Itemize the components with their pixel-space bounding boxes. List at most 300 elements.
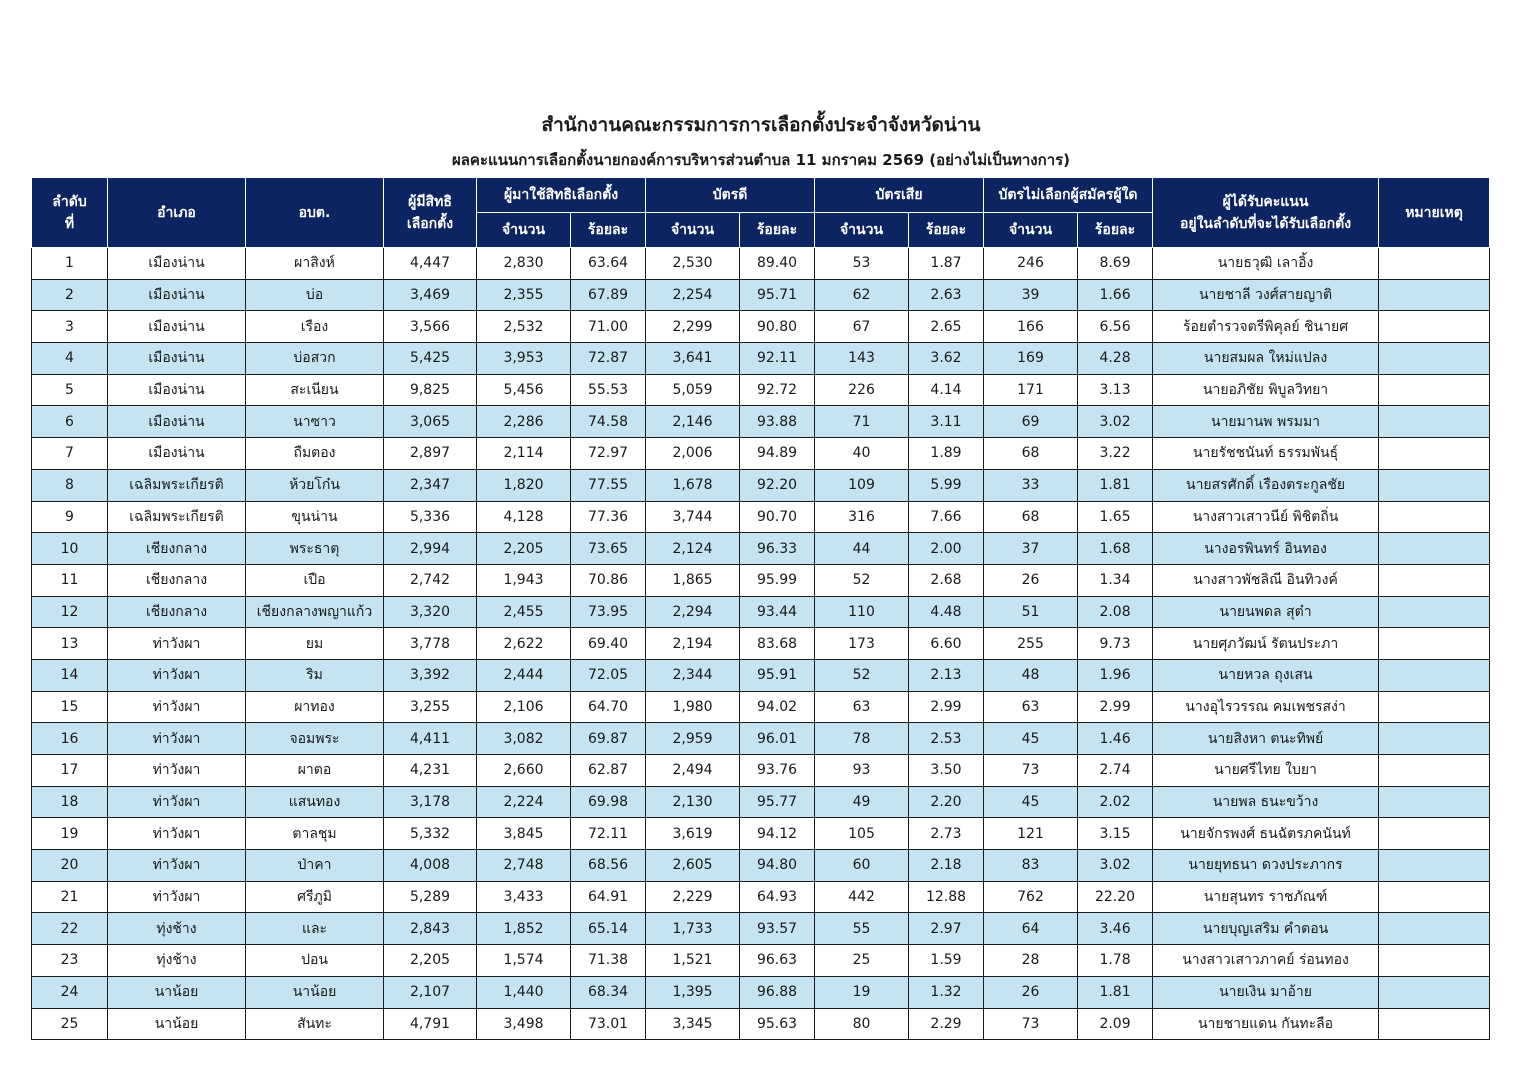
table-row (32, 723, 1490, 755)
novote-count-cell: 26 (984, 976, 1078, 1008)
voters-count-cell: 2,205 (477, 533, 571, 565)
novote-percent-cell: 1.46 (1078, 723, 1153, 755)
novote-percent-cell: 1.96 (1078, 659, 1153, 691)
bad-percent-cell: 1.89 (909, 438, 984, 470)
row-number: 2 (32, 279, 108, 311)
novote-count-cell: 63 (984, 691, 1078, 723)
sao-cell: ผาทอง (246, 691, 384, 723)
remark-cell (1379, 343, 1490, 375)
winner-cell: นางสาวเสาวนีย์ พิชิตถิ่น (1153, 501, 1379, 533)
novote-percent-cell: 1.81 (1078, 976, 1153, 1008)
bad-percent-cell: 2.97 (909, 913, 984, 945)
winner-cell: นายสรศักดิ์ เรืองตระกูลชัย (1153, 469, 1379, 501)
winner-cell: นายสิงหา ตนะทิพย์ (1153, 723, 1379, 755)
good-percent-cell: 90.80 (740, 311, 815, 343)
winner-cell: นายเงิน มาอ้าย (1153, 976, 1379, 1008)
novote-percent-cell: 1.65 (1078, 501, 1153, 533)
voters-percent-cell: 71.00 (571, 311, 646, 343)
voters-count-cell: 3,498 (477, 1008, 571, 1040)
district-cell: ท่าวังผา (108, 786, 246, 818)
sao-cell: จอมพระ (246, 723, 384, 755)
district-cell: ทุ่งช้าง (108, 945, 246, 977)
row-number: 10 (32, 533, 108, 565)
novote-percent-cell: 2.09 (1078, 1008, 1153, 1040)
voters-percent-cell: 73.95 (571, 596, 646, 628)
sao-cell: นาซาว (246, 406, 384, 438)
eligible-cell: 5,336 (384, 501, 477, 533)
voters-percent-cell: 68.34 (571, 976, 646, 1008)
voters-percent-cell: 70.86 (571, 564, 646, 596)
good-count-cell: 1,980 (646, 691, 740, 723)
remark-cell (1379, 818, 1490, 850)
sao-cell: ริม (246, 659, 384, 691)
district-cell: เชียงกลาง (108, 533, 246, 565)
sao-cell: ผาตอ (246, 755, 384, 787)
table-row (32, 311, 1490, 343)
bad-percent-cell: 12.88 (909, 881, 984, 913)
good-count-cell: 3,345 (646, 1008, 740, 1040)
row-number: 23 (32, 945, 108, 977)
novote-count-cell: 33 (984, 469, 1078, 501)
sao-cell: บ่อสวก (246, 343, 384, 375)
good-count-cell: 1,395 (646, 976, 740, 1008)
col-header-eligible-line2: เลือกตั้ง (406, 215, 454, 232)
good-percent-cell: 94.89 (740, 438, 815, 470)
good-percent-cell: 94.80 (740, 850, 815, 882)
col-subheader-percent: ร้อยละ (740, 213, 815, 248)
page-title: สำนักงานคณะกรรมการการเลือกตั้งประจำจังหวัดน่าน (541, 114, 981, 136)
good-count-cell: 2,494 (646, 755, 740, 787)
good-count-cell: 2,194 (646, 628, 740, 660)
district-cell: เมืองน่าน (108, 248, 246, 280)
novote-count-cell: 68 (984, 501, 1078, 533)
novote-percent-cell: 8.69 (1078, 248, 1153, 280)
sao-cell: แสนทอง (246, 786, 384, 818)
row-number: 20 (32, 850, 108, 882)
eligible-cell: 2,742 (384, 564, 477, 596)
good-count-cell: 2,006 (646, 438, 740, 470)
district-cell: ท่าวังผา (108, 850, 246, 882)
good-percent-cell: 95.91 (740, 659, 815, 691)
remark-cell (1379, 881, 1490, 913)
col-subheader-percent: ร้อยละ (1078, 213, 1153, 248)
row-number: 12 (32, 596, 108, 628)
remark-cell (1379, 596, 1490, 628)
novote-count-cell: 69 (984, 406, 1078, 438)
col-header-winner-line1: ผู้ได้รับคะแนน (1222, 193, 1309, 210)
novote-count-cell: 166 (984, 311, 1078, 343)
voters-percent-cell: 55.53 (571, 374, 646, 406)
bad-count-cell: 71 (815, 406, 909, 438)
winner-cell: นายจักรพงศ์ ธนฉัตรภคนันท์ (1153, 818, 1379, 850)
district-cell: เชียงกลาง (108, 564, 246, 596)
bad-percent-cell: 5.99 (909, 469, 984, 501)
voters-count-cell: 2,748 (477, 850, 571, 882)
novote-count-cell: 28 (984, 945, 1078, 977)
sao-cell: และ (246, 913, 384, 945)
voters-percent-cell: 72.05 (571, 659, 646, 691)
district-cell: เมืองน่าน (108, 374, 246, 406)
winner-cell: นายศุภวัฒน์ รัตนประภา (1153, 628, 1379, 660)
bad-percent-cell: 2.20 (909, 786, 984, 818)
good-count-cell: 2,124 (646, 533, 740, 565)
novote-count-cell: 45 (984, 723, 1078, 755)
eligible-cell: 4,411 (384, 723, 477, 755)
eligible-cell: 3,255 (384, 691, 477, 723)
district-cell: เชียงกลาง (108, 596, 246, 628)
table-row (32, 343, 1490, 375)
voters-count-cell: 2,106 (477, 691, 571, 723)
novote-percent-cell: 4.28 (1078, 343, 1153, 375)
bad-count-cell: 63 (815, 691, 909, 723)
winner-cell: นายชายแดน กันทะลือ (1153, 1008, 1379, 1040)
row-number: 19 (32, 818, 108, 850)
voters-percent-cell: 67.89 (571, 279, 646, 311)
col-header-sao: อบต. (246, 178, 384, 248)
voters-count-cell: 1,574 (477, 945, 571, 977)
voters-percent-cell: 64.70 (571, 691, 646, 723)
table-row (32, 564, 1490, 596)
table-row (32, 755, 1490, 787)
district-cell: เมืองน่าน (108, 279, 246, 311)
col-header-eligible-line1: ผู้มีสิทธิ (408, 193, 452, 210)
good-count-cell: 1,678 (646, 469, 740, 501)
row-number: 16 (32, 723, 108, 755)
voters-percent-cell: 62.87 (571, 755, 646, 787)
col-header-bad-ballots: บัตรเสีย (815, 178, 984, 213)
voters-count-cell: 2,224 (477, 786, 571, 818)
bad-percent-cell: 1.32 (909, 976, 984, 1008)
remark-cell (1379, 723, 1490, 755)
district-cell: ท่าวังผา (108, 659, 246, 691)
good-percent-cell: 96.01 (740, 723, 815, 755)
bad-count-cell: 62 (815, 279, 909, 311)
good-percent-cell: 92.72 (740, 374, 815, 406)
table-row (32, 469, 1490, 501)
eligible-cell: 3,065 (384, 406, 477, 438)
bad-percent-cell: 3.50 (909, 755, 984, 787)
district-cell: ท่าวังผา (108, 881, 246, 913)
col-header-winner-line2: อยู่ในลำดับที่จะได้รับเลือกตั้ง (1179, 215, 1352, 232)
voters-count-cell: 3,953 (477, 343, 571, 375)
good-percent-cell: 96.33 (740, 533, 815, 565)
good-count-cell: 2,130 (646, 786, 740, 818)
row-number: 4 (32, 343, 108, 375)
winner-cell: นายพล ธนะขว้าง (1153, 786, 1379, 818)
good-percent-cell: 96.88 (740, 976, 815, 1008)
eligible-cell: 2,843 (384, 913, 477, 945)
sao-cell: เรือง (246, 311, 384, 343)
good-count-cell: 2,229 (646, 881, 740, 913)
winner-cell: นายศรีไทย ใบยา (1153, 755, 1379, 787)
bad-percent-cell: 1.87 (909, 248, 984, 280)
district-cell: นาน้อย (108, 1008, 246, 1040)
novote-percent-cell: 2.99 (1078, 691, 1153, 723)
col-subheader-count: จำนวน (646, 213, 740, 248)
table-row (32, 786, 1490, 818)
good-percent-cell: 94.02 (740, 691, 815, 723)
voters-percent-cell: 72.87 (571, 343, 646, 375)
remark-cell (1379, 755, 1490, 787)
bad-count-cell: 143 (815, 343, 909, 375)
novote-count-cell: 255 (984, 628, 1078, 660)
table-row (32, 659, 1490, 691)
bad-count-cell: 442 (815, 881, 909, 913)
novote-percent-cell: 1.34 (1078, 564, 1153, 596)
voters-percent-cell: 63.64 (571, 248, 646, 280)
winner-cell: นายยุทธนา ดวงประภากร (1153, 850, 1379, 882)
district-cell: ท่าวังผา (108, 628, 246, 660)
voters-count-cell: 3,845 (477, 818, 571, 850)
good-count-cell: 2,605 (646, 850, 740, 882)
novote-percent-cell: 3.46 (1078, 913, 1153, 945)
row-number: 1 (32, 248, 108, 280)
novote-count-cell: 83 (984, 850, 1078, 882)
col-subheader-percent: ร้อยละ (909, 213, 984, 248)
winner-cell: นายสุนทร ราชภัณฑ์ (1153, 881, 1379, 913)
voters-percent-cell: 77.36 (571, 501, 646, 533)
voters-percent-cell: 65.14 (571, 913, 646, 945)
table-row (32, 438, 1490, 470)
table-row (32, 945, 1490, 977)
sao-cell: นาน้อย (246, 976, 384, 1008)
good-count-cell: 2,344 (646, 659, 740, 691)
sao-cell: สันทะ (246, 1008, 384, 1040)
voters-percent-cell: 69.98 (571, 786, 646, 818)
col-header-no-line2: ที่ (64, 215, 75, 232)
sao-cell: ขุนน่าน (246, 501, 384, 533)
good-percent-cell: 96.63 (740, 945, 815, 977)
eligible-cell: 3,469 (384, 279, 477, 311)
bad-count-cell: 226 (815, 374, 909, 406)
sao-cell: ห้วยโก๋น (246, 469, 384, 501)
good-count-cell: 2,294 (646, 596, 740, 628)
bad-percent-cell: 2.73 (909, 818, 984, 850)
novote-percent-cell: 3.02 (1078, 406, 1153, 438)
col-header-remark: หมายเหตุ (1379, 178, 1490, 248)
good-percent-cell: 93.44 (740, 596, 815, 628)
sao-cell: ตาลชุม (246, 818, 384, 850)
bad-count-cell: 25 (815, 945, 909, 977)
sao-cell: ยม (246, 628, 384, 660)
bad-percent-cell: 4.48 (909, 596, 984, 628)
remark-cell (1379, 850, 1490, 882)
novote-count-cell: 73 (984, 755, 1078, 787)
voters-percent-cell: 68.56 (571, 850, 646, 882)
winner-cell: นายชาลี วงศ์สายญาติ (1153, 279, 1379, 311)
col-subheader-count: จำนวน (477, 213, 571, 248)
eligible-cell: 3,392 (384, 659, 477, 691)
district-cell: ทุ่งช้าง (108, 913, 246, 945)
eligible-cell: 9,825 (384, 374, 477, 406)
voters-percent-cell: 71.38 (571, 945, 646, 977)
novote-count-cell: 51 (984, 596, 1078, 628)
bad-percent-cell: 2.63 (909, 279, 984, 311)
bad-count-cell: 52 (815, 659, 909, 691)
voters-percent-cell: 72.11 (571, 818, 646, 850)
district-cell: ท่าวังผา (108, 818, 246, 850)
novote-percent-cell: 22.20 (1078, 881, 1153, 913)
voters-count-cell: 2,830 (477, 248, 571, 280)
good-percent-cell: 95.71 (740, 279, 815, 311)
bad-percent-cell: 2.18 (909, 850, 984, 882)
sao-cell: ถืมตอง (246, 438, 384, 470)
remark-cell (1379, 501, 1490, 533)
remark-cell (1379, 533, 1490, 565)
remark-cell (1379, 945, 1490, 977)
novote-percent-cell: 1.66 (1078, 279, 1153, 311)
sao-cell: พระธาตุ (246, 533, 384, 565)
bad-count-cell: 316 (815, 501, 909, 533)
novote-percent-cell: 2.08 (1078, 596, 1153, 628)
remark-cell (1379, 469, 1490, 501)
voters-percent-cell: 69.40 (571, 628, 646, 660)
voters-percent-cell: 73.65 (571, 533, 646, 565)
bad-percent-cell: 7.66 (909, 501, 984, 533)
eligible-cell: 4,447 (384, 248, 477, 280)
sao-cell: ผาสิงห์ (246, 248, 384, 280)
eligible-cell: 2,107 (384, 976, 477, 1008)
bad-count-cell: 60 (815, 850, 909, 882)
novote-count-cell: 68 (984, 438, 1078, 470)
good-percent-cell: 64.93 (740, 881, 815, 913)
good-percent-cell: 92.11 (740, 343, 815, 375)
novote-count-cell: 37 (984, 533, 1078, 565)
district-cell: ท่าวังผา (108, 755, 246, 787)
good-count-cell: 3,619 (646, 818, 740, 850)
table-row (32, 913, 1490, 945)
table-row (32, 248, 1490, 280)
remark-cell (1379, 374, 1490, 406)
novote-count-cell: 64 (984, 913, 1078, 945)
remark-cell (1379, 438, 1490, 470)
voters-count-cell: 2,444 (477, 659, 571, 691)
sao-cell: ป่าคา (246, 850, 384, 882)
row-number: 13 (32, 628, 108, 660)
voters-count-cell: 1,852 (477, 913, 571, 945)
winner-cell: นายมานพ พรมมา (1153, 406, 1379, 438)
table-row (32, 279, 1490, 311)
row-number: 15 (32, 691, 108, 723)
good-percent-cell: 89.40 (740, 248, 815, 280)
row-number: 5 (32, 374, 108, 406)
winner-cell: นายบุญเสริม คำตอน (1153, 913, 1379, 945)
district-cell: เมืองน่าน (108, 311, 246, 343)
bad-percent-cell: 2.53 (909, 723, 984, 755)
voters-count-cell: 3,433 (477, 881, 571, 913)
eligible-cell: 4,008 (384, 850, 477, 882)
good-count-cell: 2,530 (646, 248, 740, 280)
district-cell: เมืองน่าน (108, 406, 246, 438)
voters-count-cell: 1,440 (477, 976, 571, 1008)
sao-cell: บ่อ (246, 279, 384, 311)
remark-cell (1379, 406, 1490, 438)
voters-count-cell: 2,455 (477, 596, 571, 628)
voters-count-cell: 2,622 (477, 628, 571, 660)
novote-percent-cell: 2.02 (1078, 786, 1153, 818)
voters-count-cell: 2,114 (477, 438, 571, 470)
col-header-no-line1: ลำดับ (52, 193, 87, 210)
bad-percent-cell: 2.99 (909, 691, 984, 723)
winner-cell: นายอภิชัย พิบูลวิทยา (1153, 374, 1379, 406)
row-number: 14 (32, 659, 108, 691)
sao-cell: สะเนียน (246, 374, 384, 406)
bad-percent-cell: 3.11 (909, 406, 984, 438)
bad-percent-cell: 3.62 (909, 343, 984, 375)
bad-count-cell: 110 (815, 596, 909, 628)
eligible-cell: 3,778 (384, 628, 477, 660)
voters-count-cell: 1,943 (477, 564, 571, 596)
col-subheader-count: จำนวน (984, 213, 1078, 248)
eligible-cell: 5,425 (384, 343, 477, 375)
eligible-cell: 4,791 (384, 1008, 477, 1040)
bad-percent-cell: 4.14 (909, 374, 984, 406)
remark-cell (1379, 976, 1490, 1008)
voters-percent-cell: 77.55 (571, 469, 646, 501)
bad-count-cell: 80 (815, 1008, 909, 1040)
novote-percent-cell: 3.02 (1078, 850, 1153, 882)
voters-count-cell: 1,820 (477, 469, 571, 501)
row-number: 8 (32, 469, 108, 501)
good-count-cell: 3,744 (646, 501, 740, 533)
novote-count-cell: 171 (984, 374, 1078, 406)
sao-cell: เชียงกลางพญาแก้ว (246, 596, 384, 628)
winner-cell: นางอุไรวรรณ คมเพชรสง่า (1153, 691, 1379, 723)
col-subheader-percent: ร้อยละ (571, 213, 646, 248)
bad-count-cell: 55 (815, 913, 909, 945)
novote-count-cell: 169 (984, 343, 1078, 375)
table-body (32, 248, 1490, 1040)
winner-cell: นายรัชชนันท์ ธรรมพันธุ์ (1153, 438, 1379, 470)
col-header-district: อำเภอ (108, 178, 246, 248)
bad-count-cell: 44 (815, 533, 909, 565)
district-cell: เมืองน่าน (108, 438, 246, 470)
novote-percent-cell: 9.73 (1078, 628, 1153, 660)
bad-count-cell: 49 (815, 786, 909, 818)
bad-count-cell: 19 (815, 976, 909, 1008)
winner-cell: นายหวล ถุงเสน (1153, 659, 1379, 691)
voters-count-cell: 5,456 (477, 374, 571, 406)
bad-count-cell: 52 (815, 564, 909, 596)
novote-percent-cell: 2.74 (1078, 755, 1153, 787)
remark-cell (1379, 628, 1490, 660)
bad-percent-cell: 2.65 (909, 311, 984, 343)
row-number: 22 (32, 913, 108, 945)
table-row (32, 691, 1490, 723)
page-subtitle: ผลคะแนนการเลือกตั้งนายกองค์การบริหารส่วนตำบล 11 มกราคม 2569 (อย่างไม่เป็นทางการ) (451, 151, 1071, 169)
good-count-cell: 1,733 (646, 913, 740, 945)
novote-count-cell: 762 (984, 881, 1078, 913)
row-number: 11 (32, 564, 108, 596)
voters-percent-cell: 69.87 (571, 723, 646, 755)
sao-cell: ปอน (246, 945, 384, 977)
novote-count-cell: 26 (984, 564, 1078, 596)
good-percent-cell: 95.99 (740, 564, 815, 596)
novote-percent-cell: 6.56 (1078, 311, 1153, 343)
remark-cell (1379, 311, 1490, 343)
voters-percent-cell: 72.97 (571, 438, 646, 470)
col-header-eligible (384, 178, 477, 248)
eligible-cell: 4,231 (384, 755, 477, 787)
row-number: 6 (32, 406, 108, 438)
row-number: 9 (32, 501, 108, 533)
bad-percent-cell: 6.60 (909, 628, 984, 660)
eligible-cell: 3,178 (384, 786, 477, 818)
voters-count-cell: 2,355 (477, 279, 571, 311)
row-number: 21 (32, 881, 108, 913)
novote-count-cell: 121 (984, 818, 1078, 850)
col-header-voters: ผู้มาใช้สิทธิเลือกตั้ง (477, 178, 646, 213)
